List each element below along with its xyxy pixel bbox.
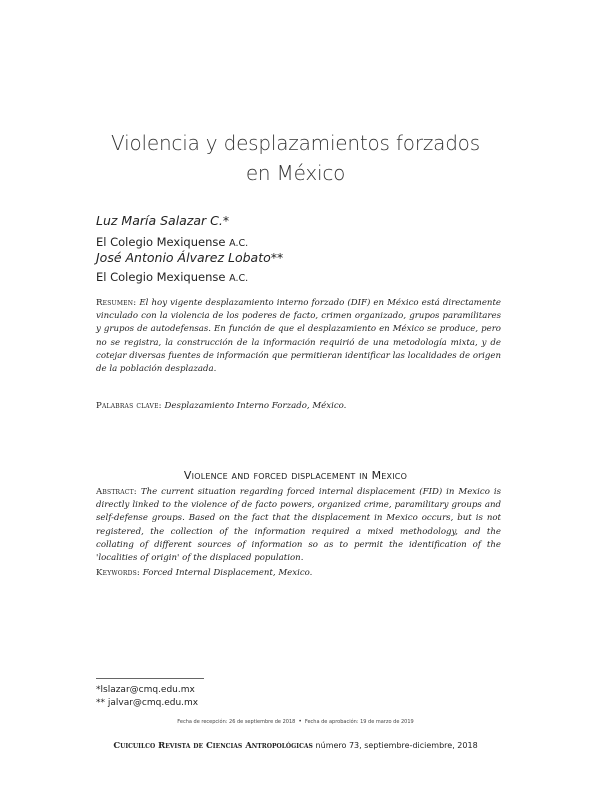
footnote-divider xyxy=(96,678,204,679)
journal-name: Cuicuilco Revista de Ciencias Antropológicas xyxy=(113,741,313,751)
keywords-label: Keywords: xyxy=(96,568,140,578)
palabras-clave-text: Desplazamiento Interno Forzado, México. xyxy=(164,401,347,411)
author-2-affiliation xyxy=(96,270,248,284)
abstract-text: The current situation regarding forced internal displacement (FID) in Mexico is directly linked to the violence of de facto powers, organized crime, paramilitary groups and self-defense groups. Based on the fact that the displacement in Mexico occurs, but is not registered, the collection of the information required a mixed methodology, and the collating of different sources of information so as to permit the identification of the 'localities of origin' of the displaced population. xyxy=(96,487,502,564)
resumen-label: Resumen: xyxy=(96,298,137,308)
keywords-paragraph xyxy=(96,567,501,580)
page-footer xyxy=(0,741,591,751)
author-1-affiliation xyxy=(96,235,248,249)
resumen-paragraph xyxy=(96,297,501,376)
author-1-affiliation-suffix: A.C. xyxy=(229,238,249,249)
english-title: Violence and forced displacement in Mexico xyxy=(183,469,408,482)
article-title-line-2: en México xyxy=(245,161,346,185)
date-received: Fecha de recepción: 26 de septiembre de 2018 xyxy=(177,719,296,725)
footnote-1: *lslazar@cmq.edu.mx xyxy=(96,685,195,695)
keywords-text: Forced Internal Displacement, Mexico. xyxy=(142,568,313,578)
author-1-affiliation-name: El Colegio Mexiquense xyxy=(96,235,226,249)
author-1-name: Luz María Salazar C.* xyxy=(96,213,230,228)
date-approved: Fecha de aprobación: 19 de marzo de 2019 xyxy=(304,719,414,725)
abstract-label: Abstract: xyxy=(96,487,137,497)
palabras-clave-label: Palabras clave: xyxy=(96,401,162,411)
abstract-paragraph xyxy=(96,486,501,565)
journal-issue: número 73, septiembre-diciembre, 2018 xyxy=(315,741,478,750)
resumen-text: El hoy vigente desplazamiento interno forzado (DIF) en México está directamente vinculado con la violencia de los poderes de facto, crimen organizado, grupos paramilitares y grupos de autodefensas. En función de que el desplazamiento en México se produce, pero no se registra, la construcción de la información requirió de una metodología mixta, y de cotejar diversas fuentes de información que permitieran identificar las localidades de origen de la población desplazada. xyxy=(96,298,501,375)
footnote-2: ** jalvar@cmq.edu.mx xyxy=(96,698,199,708)
article-title xyxy=(0,128,591,188)
bullet-separator: • xyxy=(298,718,302,725)
palabras-clave-paragraph xyxy=(96,400,501,413)
reception-dates xyxy=(0,718,591,725)
author-2-affiliation-name: El Colegio Mexiquense xyxy=(96,270,226,284)
author-2-name: José Antonio Álvarez Lobato** xyxy=(96,250,284,265)
author-2-affiliation-suffix: A.C. xyxy=(229,273,249,284)
article-title-line-1: Violencia y desplazamientos forzados xyxy=(111,131,480,155)
